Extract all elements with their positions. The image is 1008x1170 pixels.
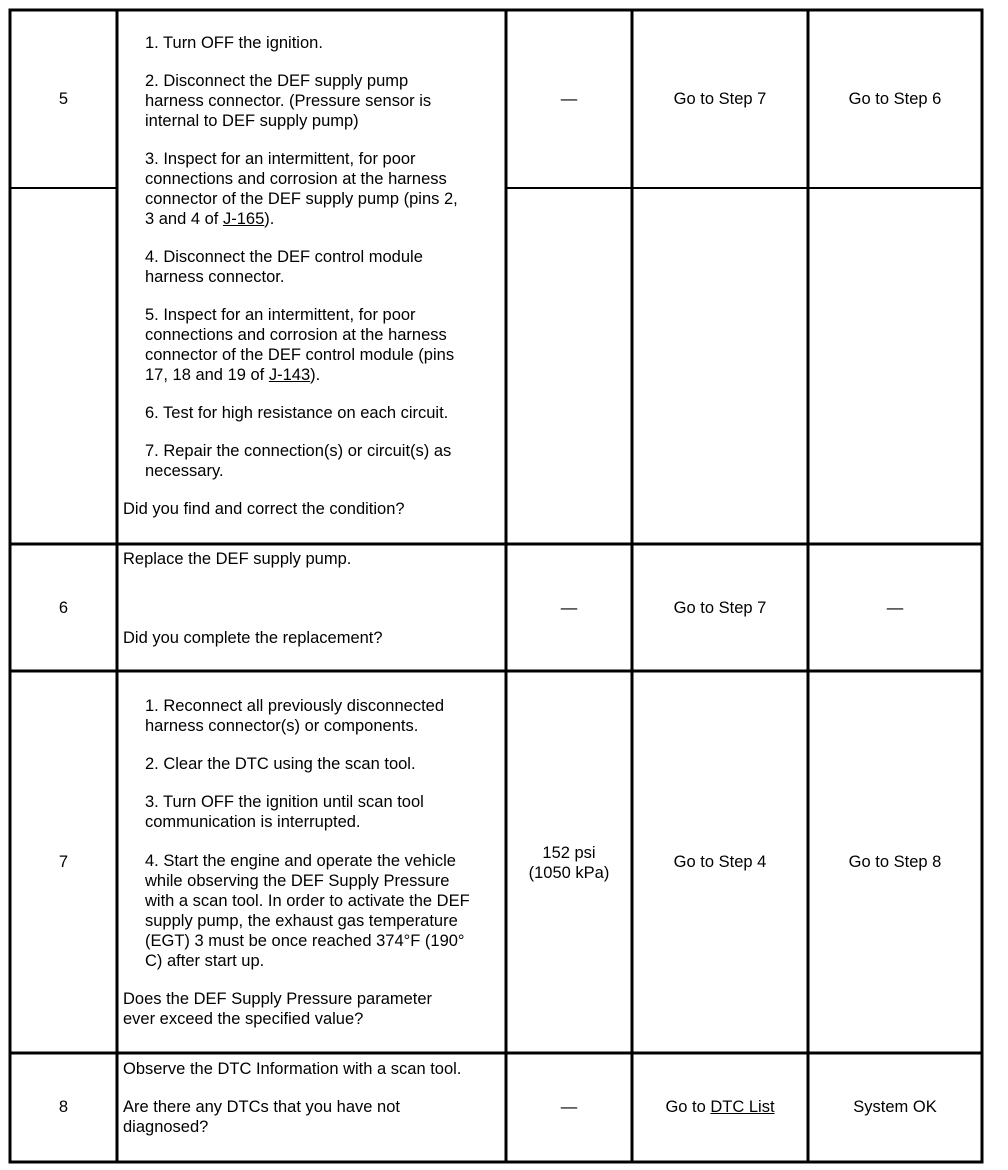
step-number: 5 <box>58 90 69 108</box>
spec-value: (1050 kPa) <box>528 864 610 882</box>
question-text: Did you complete the replacement? <box>123 629 383 647</box>
instruction-line: internal to DEF supply pump) <box>145 112 359 130</box>
instruction-line: harness connector(s) or components. <box>145 717 419 735</box>
instruction-line: 4. Start the engine and operate the vehicle <box>145 852 456 870</box>
yes-action: Go to Step 7 <box>673 90 767 108</box>
instruction-line: 1. Reconnect all previously disconnected <box>145 697 445 715</box>
instruction-line: connections and corrosion at the harness <box>145 326 447 344</box>
instruction-line: connections and corrosion at the harness <box>145 170 447 188</box>
tool-link-j143[interactable]: J-143 <box>268 366 311 384</box>
instruction-line: 3. Inspect for an intermittent, for poor <box>145 150 416 168</box>
instruction-line: while observing the DEF Supply Pressure <box>145 872 450 890</box>
instruction-line: 1. Turn OFF the ignition. <box>145 34 323 52</box>
no-action: Go to Step 8 <box>848 853 942 871</box>
question-text: ever exceed the specified value? <box>123 1010 364 1028</box>
instruction-line: (EGT) 3 must be once reached 374°F (190° <box>145 932 465 950</box>
question-text: Does the DEF Supply Pressure parameter <box>123 990 433 1008</box>
instruction-line: 3 and 4 of J-165). <box>145 210 275 228</box>
dtc-list-link[interactable]: DTC List <box>710 1098 775 1116</box>
instruction-line: connector of the DEF supply pump (pins 2, <box>145 190 458 208</box>
instruction-line: supply pump, the exhaust gas temperature <box>145 912 458 930</box>
instruction-line: with a scan tool. In order to activate the DEF <box>145 892 470 910</box>
action-text: Observe the DTC Information with a scan tool. <box>123 1060 462 1078</box>
yes-action: Go to Step 7 <box>673 599 767 617</box>
question-text: diagnosed? <box>123 1118 209 1136</box>
instruction-line: connector of the DEF control module (pins <box>145 346 455 364</box>
action-text: Replace the DEF supply pump. <box>123 550 352 568</box>
step-number: 7 <box>58 853 69 871</box>
instruction-line: 17, 18 and 19 of J-143). <box>145 366 321 384</box>
instruction-line: harness connector. <box>145 268 285 286</box>
instruction-line: 3. Turn OFF the ignition until scan tool <box>145 793 424 811</box>
yes-action: Go to DTC List <box>665 1098 775 1116</box>
instruction-line: harness connector. (Pressure sensor is <box>145 92 432 110</box>
instruction-line: 4. Disconnect the DEF control module <box>145 248 423 266</box>
spec-value: 152 psi <box>542 844 596 862</box>
value-cell: — <box>560 599 578 617</box>
question-text: Are there any DTCs that you have not <box>123 1098 400 1116</box>
instruction-line: 7. Repair the connection(s) or circuit(s) as <box>145 442 452 460</box>
question-text: Did you find and correct the condition? <box>123 500 405 518</box>
no-action: System OK <box>853 1098 937 1116</box>
instruction-line: communication is interrupted. <box>145 813 361 831</box>
value-cell: — <box>560 90 578 108</box>
no-action: — <box>886 599 904 617</box>
instruction-line: 2. Clear the DTC using the scan tool. <box>145 755 416 773</box>
instruction-line: 2. Disconnect the DEF supply pump <box>145 72 409 90</box>
value-cell: — <box>560 1098 578 1116</box>
step-number: 6 <box>58 599 69 617</box>
tool-link-j165[interactable]: J-165 <box>222 210 265 228</box>
no-action: Go to Step 6 <box>848 90 942 108</box>
instruction-line: 5. Inspect for an intermittent, for poor <box>145 306 416 324</box>
instruction-line: 6. Test for high resistance on each circuit. <box>145 404 449 422</box>
instruction-line: necessary. <box>145 462 224 480</box>
instruction-line: C) after start up. <box>145 952 265 970</box>
yes-action: Go to Step 4 <box>673 853 767 871</box>
step-number: 8 <box>58 1098 69 1116</box>
